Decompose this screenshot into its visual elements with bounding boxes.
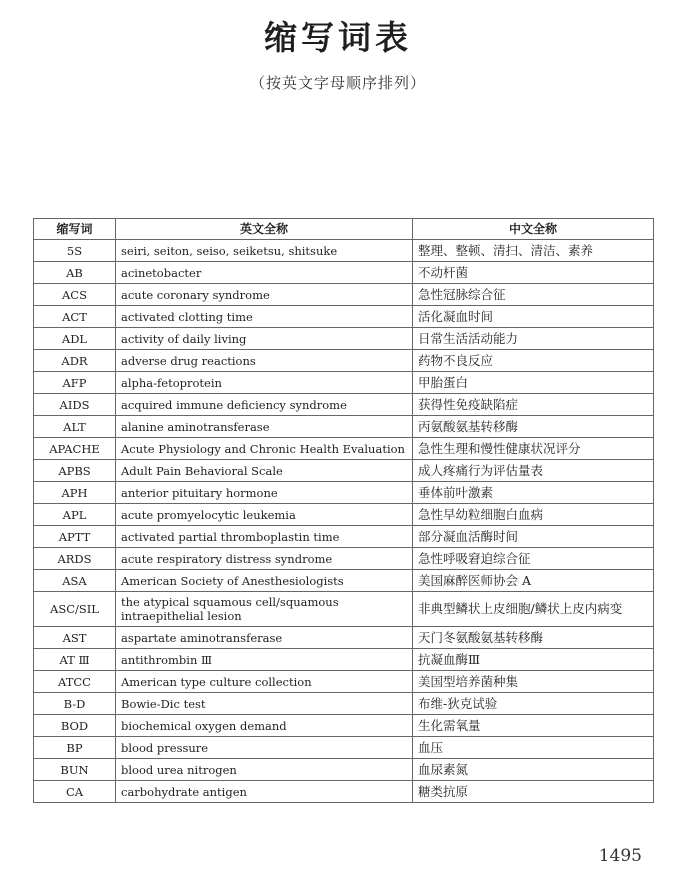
table-row (34, 504, 654, 526)
english-name-cell: American Society of Anesthesiologists (116, 570, 413, 592)
chinese-name-cell: 丙氨酸氨基转移酶 (413, 416, 654, 438)
chinese-name-cell: 成人疼痛行为评估量表 (413, 460, 654, 482)
abbreviation-cell: BOD (34, 715, 116, 737)
abbreviation-table (33, 218, 654, 803)
header-chinese-name: 中文全称 (413, 219, 654, 240)
chinese-name-cell: 美国型培养菌种集 (413, 671, 654, 693)
header-english-name: 英文全称 (116, 219, 413, 240)
table-row (34, 693, 654, 715)
table-row (34, 416, 654, 438)
chinese-name-cell: 不动杆菌 (413, 262, 654, 284)
table-row (34, 526, 654, 548)
chinese-name-cell: 天门冬氨酸氨基转移酶 (413, 627, 654, 649)
english-name-cell: alanine aminotransferase (116, 416, 413, 438)
english-name-cell: acute respiratory distress syndrome (116, 548, 413, 570)
table-row (34, 482, 654, 504)
abbreviation-cell: APACHE (34, 438, 116, 460)
chinese-name-cell: 急性冠脉综合征 (413, 284, 654, 306)
chinese-name-cell: 抗凝血酶Ⅲ (413, 649, 654, 671)
english-name-cell: aspartate aminotransferase (116, 627, 413, 649)
abbreviation-cell: ACT (34, 306, 116, 328)
abbreviation-cell: 5S (34, 240, 116, 262)
table-row (34, 592, 654, 627)
chinese-name-cell: 急性早幼粒细胞白血病 (413, 504, 654, 526)
chinese-name-cell: 部分凝血活酶时间 (413, 526, 654, 548)
table-body (34, 240, 654, 803)
english-name-cell: Adult Pain Behavioral Scale (116, 460, 413, 482)
english-name-cell: activity of daily living (116, 328, 413, 350)
table-row (34, 262, 654, 284)
english-name-cell: acinetobacter (116, 262, 413, 284)
abbreviation-cell: BUN (34, 759, 116, 781)
table-row (34, 328, 654, 350)
page-title: 缩写词表 (264, 18, 412, 57)
page-number: 1495 (598, 846, 642, 866)
english-name-cell: biochemical oxygen demand (116, 715, 413, 737)
abbreviation-cell: ADR (34, 350, 116, 372)
table-row (34, 671, 654, 693)
chinese-name-cell: 非典型鳞状上皮细胞/鳞状上皮内病变 (413, 592, 654, 627)
chinese-name-cell: 美国麻醉医师协会 A (413, 570, 654, 592)
abbreviation-cell: APH (34, 482, 116, 504)
english-name-cell: the atypical squamous cell/squamous intraepithelial lesion (116, 592, 413, 627)
table-row (34, 570, 654, 592)
english-name-cell: acute coronary syndrome (116, 284, 413, 306)
chinese-name-cell: 获得性免疫缺陷症 (413, 394, 654, 416)
english-name-cell: Acute Physiology and Chronic Health Evaluation (116, 438, 413, 460)
chinese-name-cell: 甲胎蛋白 (413, 372, 654, 394)
table-header-row (34, 219, 654, 240)
abbreviation-cell: CA (34, 781, 116, 803)
chinese-name-cell: 整理、整顿、清扫、清洁、素养 (413, 240, 654, 262)
table-row (34, 649, 654, 671)
table-row (34, 372, 654, 394)
chinese-name-cell: 急性生理和慢性健康状况评分 (413, 438, 654, 460)
abbreviation-cell: AST (34, 627, 116, 649)
english-name-cell: acquired immune deficiency syndrome (116, 394, 413, 416)
chinese-name-cell: 垂体前叶激素 (413, 482, 654, 504)
abbreviation-cell: AFP (34, 372, 116, 394)
chinese-name-cell: 药物不良反应 (413, 350, 654, 372)
table-row (34, 240, 654, 262)
chinese-name-cell: 糖类抗原 (413, 781, 654, 803)
english-name-cell: activated clotting time (116, 306, 413, 328)
table-row (34, 737, 654, 759)
abbreviation-cell: AB (34, 262, 116, 284)
abbreviation-cell: B-D (34, 693, 116, 715)
table-row (34, 284, 654, 306)
abbreviation-cell: APBS (34, 460, 116, 482)
english-name-cell: alpha-fetoprotein (116, 372, 413, 394)
table-row (34, 306, 654, 328)
english-name-cell: anterior pituitary hormone (116, 482, 413, 504)
table-row (34, 715, 654, 737)
abbreviation-cell: APL (34, 504, 116, 526)
table-row (34, 759, 654, 781)
abbreviation-cell: APTT (34, 526, 116, 548)
table-row (34, 460, 654, 482)
english-name-cell: adverse drug reactions (116, 350, 413, 372)
table-row (34, 781, 654, 803)
abbreviation-cell: AT Ⅲ (34, 649, 116, 671)
abbreviation-cell: ASC/SIL (34, 592, 116, 627)
table-row (34, 548, 654, 570)
english-name-cell: seiri, seiton, seiso, seiketsu, shitsuke (116, 240, 413, 262)
abbreviation-cell: ARDS (34, 548, 116, 570)
abbreviation-cell: ALT (34, 416, 116, 438)
english-name-cell: antithrombin Ⅲ (116, 649, 413, 671)
chinese-name-cell: 布维-狄克试验 (413, 693, 654, 715)
chinese-name-cell: 血尿素氮 (413, 759, 654, 781)
header-abbreviation: 缩写词 (34, 219, 116, 240)
abbreviation-cell: ASA (34, 570, 116, 592)
english-name-cell: activated partial thromboplastin time (116, 526, 413, 548)
english-name-cell: American type culture collection (116, 671, 413, 693)
table-row (34, 394, 654, 416)
abbreviation-cell: ADL (34, 328, 116, 350)
english-name-cell: Bowie-Dic test (116, 693, 413, 715)
abbreviation-cell: ACS (34, 284, 116, 306)
table-row (34, 627, 654, 649)
chinese-name-cell: 生化需氧量 (413, 715, 654, 737)
chinese-name-cell: 急性呼吸窘迫综合征 (413, 548, 654, 570)
abbreviation-cell: AIDS (34, 394, 116, 416)
abbreviation-cell: ATCC (34, 671, 116, 693)
table-row (34, 438, 654, 460)
chinese-name-cell: 血压 (413, 737, 654, 759)
chinese-name-cell: 活化凝血时间 (413, 306, 654, 328)
chinese-name-cell: 日常生活活动能力 (413, 328, 654, 350)
english-name-cell: blood pressure (116, 737, 413, 759)
english-name-cell: carbohydrate antigen (116, 781, 413, 803)
abbreviation-cell: BP (34, 737, 116, 759)
english-name-cell: acute promyelocytic leukemia (116, 504, 413, 526)
english-name-cell: blood urea nitrogen (116, 759, 413, 781)
table-row (34, 350, 654, 372)
page-subtitle: （按英文字母顺序排列） (249, 74, 426, 92)
